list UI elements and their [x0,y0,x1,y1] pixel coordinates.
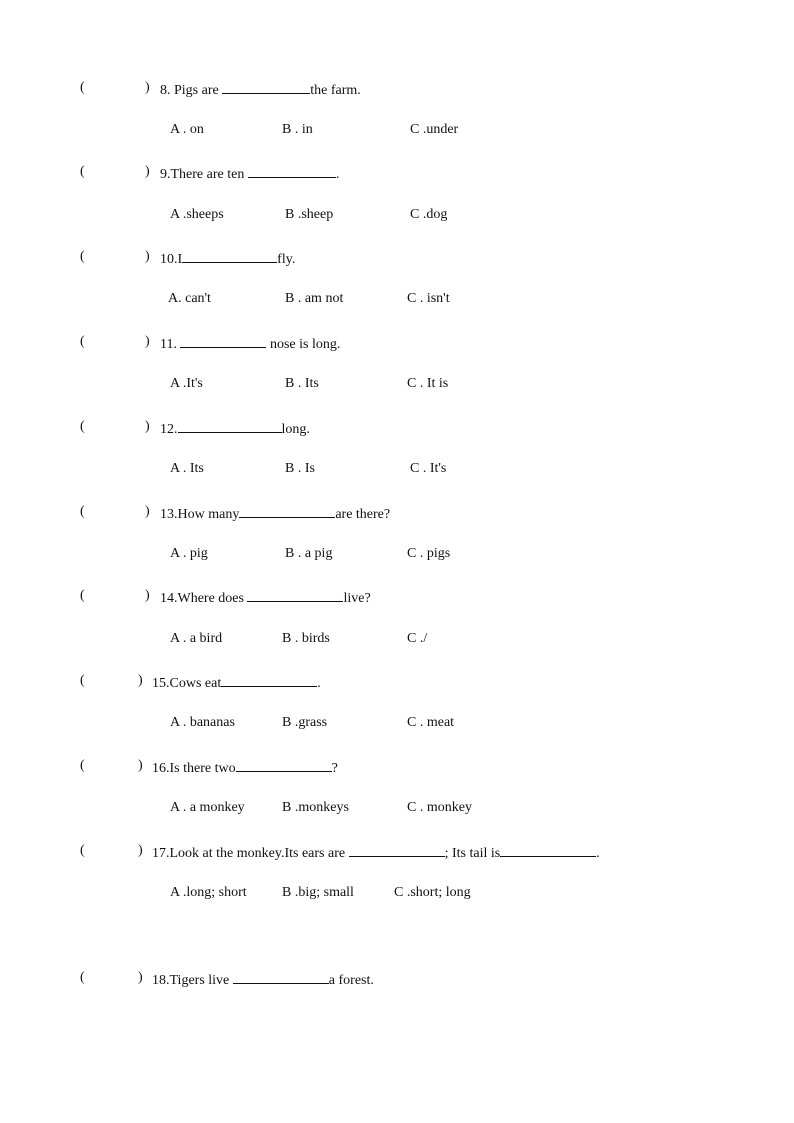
question-stem [160,334,340,353]
answer-blank[interactable] [178,419,282,433]
answer-blank-ears[interactable] [349,843,445,857]
question-number: 14. [160,591,178,606]
answer-paren-open: ( [80,80,85,95]
answer-paren-open: ( [80,843,85,858]
option-b[interactable]: B .monkeys [282,800,349,815]
question-text-after: . [596,846,600,861]
question-text-before: Where does [177,591,248,606]
option-a[interactable]: A . bananas [170,715,235,730]
answer-paren-close: ) [145,334,150,349]
answer-paren-close: ) [145,504,150,519]
answer-paren-open: ( [80,334,85,349]
question-text-after: . [317,676,321,691]
option-c[interactable]: C . meat [407,715,455,730]
option-b[interactable]: B . in [282,122,313,137]
question-number: 15. [152,676,170,691]
question-text-after: a forest. [328,973,374,988]
answer-paren-close: ) [145,80,150,95]
answer-paren-close: ) [145,419,150,434]
question-number: 8. [160,83,174,98]
option-c[interactable]: C . It is [407,376,449,391]
option-b[interactable]: B .big; small [282,885,354,900]
answer-paren-open: ( [80,249,85,264]
option-c[interactable]: C . isn't [407,291,450,306]
option-a[interactable]: A . pig [170,546,208,561]
option-b[interactable]: B . am not [285,291,344,306]
answer-paren-close: ) [145,588,150,603]
question-stem [152,843,600,862]
question-stem [160,249,295,268]
answer-blank[interactable] [247,588,343,602]
answer-blank[interactable] [239,504,335,518]
option-a[interactable]: A . on [170,122,204,137]
answer-blank[interactable] [233,970,329,984]
option-b[interactable]: B .sheep [285,207,334,222]
question-text-after: ? [331,761,338,776]
answer-paren-open: ( [80,673,85,688]
question-text-after: live? [343,591,371,606]
question-text-before: I [177,252,183,267]
question-text-before: Tigers live [169,973,233,988]
question-text-before: Is there two [169,761,236,776]
question-text-after: . [335,167,340,182]
answer-paren-open: ( [80,164,85,179]
option-b[interactable]: B . Is [285,461,315,476]
question-stem [152,673,321,692]
question-text-after: are there? [335,507,391,522]
option-a[interactable]: A. can't [168,291,211,306]
answer-blank-tail[interactable] [500,843,596,857]
question-number: 17. [152,846,170,861]
option-a[interactable]: A . a bird [170,631,223,646]
question-text-after: nose is long. [266,337,341,352]
answer-paren-close: ) [138,673,143,688]
answer-paren-open: ( [80,588,85,603]
question-text-before: Pigs are [174,83,223,98]
question-stem [152,758,338,777]
question-number: 9. [160,167,171,182]
option-c[interactable]: C ./ [407,631,428,646]
answer-paren-close: ) [145,164,150,179]
answer-paren-close: ) [138,758,143,773]
answer-blank[interactable] [236,758,332,772]
option-b[interactable]: B . birds [282,631,330,646]
answer-blank[interactable] [180,334,266,348]
question-stem [160,588,371,607]
answer-paren-close: ) [138,970,143,985]
question-text-before: There are ten [170,167,248,182]
option-a[interactable]: A . a monkey [170,800,245,815]
answer-paren-close: ) [138,843,143,858]
question-number: 12. [160,422,178,437]
question-text-before: Look at the monkey.Its ears are [169,846,349,861]
option-c[interactable]: C . It's [410,461,447,476]
option-c[interactable]: C .dog [410,207,448,222]
question-number: 10. [160,252,178,267]
question-stem [160,164,339,183]
question-stem [160,419,310,438]
question-number: 16. [152,761,170,776]
option-a[interactable]: A .sheeps [170,207,224,222]
question-stem [160,504,390,523]
option-a[interactable]: A .It's [170,376,203,391]
option-c[interactable]: C .short; long [394,885,471,900]
question-number: 18. [152,973,170,988]
option-b[interactable]: B . Its [285,376,319,391]
question-number: 13. [160,507,178,522]
option-c[interactable]: C .under [410,122,459,137]
question-text-after: fly. [277,252,296,267]
answer-paren-open: ( [80,504,85,519]
answer-paren-open: ( [80,970,85,985]
answer-blank[interactable] [221,673,317,687]
option-a[interactable]: A . Its [170,461,204,476]
answer-blank[interactable] [182,249,277,263]
question-stem [160,80,361,99]
answer-blank[interactable] [222,80,310,94]
option-b[interactable]: B . a pig [285,546,333,561]
question-stem [152,970,374,989]
answer-paren-close: ) [145,249,150,264]
option-c[interactable]: C . monkey [407,800,472,815]
question-number: 11. [160,337,181,352]
question-text-before: Cows eat [169,676,222,691]
option-c[interactable]: C . pigs [407,546,451,561]
option-b[interactable]: B .grass [282,715,328,730]
question-text-after: long. [281,422,310,437]
answer-blank[interactable] [248,164,336,178]
question-text-after: the farm. [310,83,361,98]
answer-paren-open: ( [80,758,85,773]
question-text-middle: ; Its tail is [444,846,501,861]
option-a[interactable]: A .long; short [170,885,247,900]
answer-paren-open: ( [80,419,85,434]
question-text-before: How many [177,507,240,522]
